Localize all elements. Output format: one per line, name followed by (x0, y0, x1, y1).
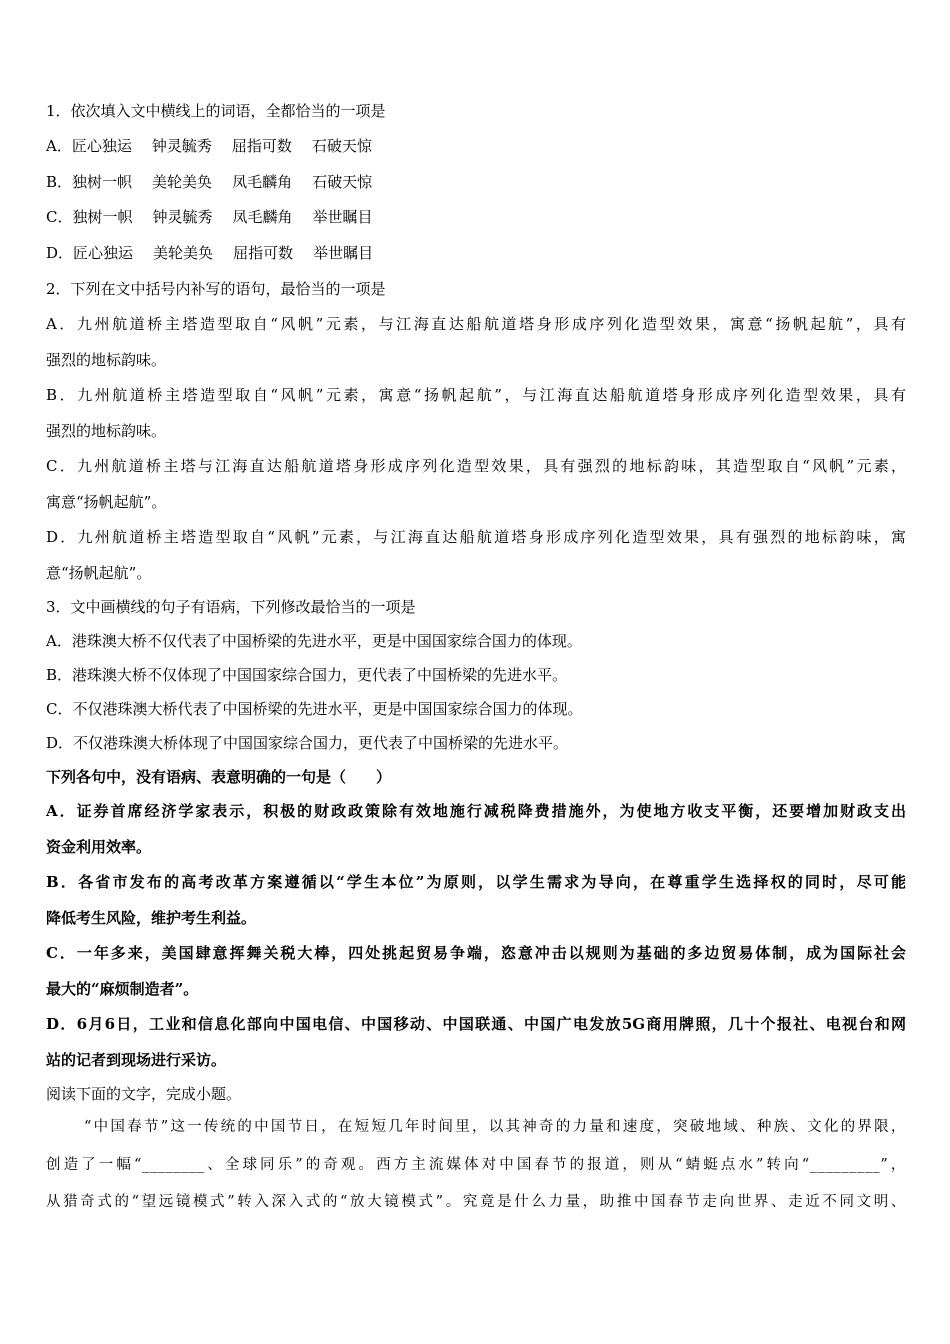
q2-option-d-line1[interactable]: D．九州航道桥主塔造型取自“风帆”元素，与江海直达船航道塔身形成序列化造型效果，具有强烈的地标韵味，寓 (46, 528, 906, 546)
q4-option-a-line1[interactable]: A．证券首席经济学家表示，积极的财政政策除有效地施行减税降费措施外，为使地方收支平衡，还要增加财政支出 (46, 802, 906, 820)
q3-option-d[interactable]: D．不仅港珠澳大桥体现了中国国家综合国力，更代表了中国桥梁的先进水平。 (46, 734, 569, 752)
q3-option-a[interactable]: A．港珠澳大桥不仅代表了中国桥梁的先进水平，更是中国国家综合国力的体现。 (46, 632, 582, 650)
q2-stem: 2．下列在文中括号内补写的语句，最恰当的一项是 (46, 280, 386, 298)
q1-stem: 1．依次填入文中横线上的词语，全都恰当的一项是 (46, 102, 386, 120)
q4-option-c-line1[interactable]: C．一年多来，美国肆意挥舞关税大棒，四处挑起贸易争端，恣意冲击以规则为基础的多边贸易体制，成为国际社会 (46, 944, 906, 962)
reading-instruction: 阅读下面的文字，完成小题。 (46, 1085, 242, 1103)
q1-option-b[interactable]: B．独树一帜 美轮美奂 凤毛麟角 石破天惊 (46, 173, 373, 191)
q4-option-c-line2[interactable]: 最大的“麻烦制造者”。 (46, 980, 199, 998)
q2-option-b-line1[interactable]: B．九州航道桥主塔造型取自“风帆”元素，寓意“扬帆起航”，与江海直达船航道塔身形成序列化造型效果，具有 (46, 386, 906, 404)
q2-option-d-line2[interactable]: 意“扬帆起航”。 (46, 564, 152, 582)
reading-paragraph-line2: 创造了一幅“________、全球同乐”的奇观。西方主流媒体对中国春节的报道，则从“蜻蜓点水”转向“_________”， (46, 1157, 906, 1173)
q2-option-a-line1[interactable]: A．九州航道桥主塔造型取自“风帆”元素，与江海直达船航道塔身形成序列化造型效果，寓意“扬帆起航”，具有 (46, 315, 906, 333)
reading-paragraph-line3: 从猎奇式的“望远镜模式”转入深入式的“放大镜模式”。究竟是什么力量，助推中国春节走向世界、走近不同文明、 (46, 1194, 906, 1210)
q3-option-c[interactable]: C．不仅港珠澳大桥代表了中国桥梁的先进水平，更是中国国家综合国力的体现。 (46, 700, 583, 718)
q4-option-b-line2[interactable]: 降低考生风险，维护考生利益。 (46, 909, 257, 927)
q3-option-b[interactable]: B．港珠澳大桥不仅体现了中国国家综合国力，更代表了中国桥梁的先进水平。 (46, 666, 568, 684)
q4-option-d-line2[interactable]: 站的记者到现场进行采访。 (46, 1051, 227, 1069)
q1-option-c[interactable]: C．独树一帜 钟灵毓秀 凤毛麟角 举世瞩目 (46, 208, 373, 226)
q1-option-d[interactable]: D．匠心独运 美轮美奂 屈指可数 举世瞩目 (46, 244, 374, 262)
q4-option-a-line2[interactable]: 资金利用效率。 (46, 838, 152, 856)
q4-stem: 下列各句中，没有语病、表意明确的一句是（ ） (46, 768, 392, 786)
reading-paragraph-line1: “中国春节”这一传统的中国节日，在短短几年时间里，以其神奇的力量和速度，突破地域、种族、文化的界限， (84, 1119, 906, 1135)
q3-stem: 3．文中画横线的句子有语病，下列修改最恰当的一项是 (46, 598, 416, 616)
q2-option-c-line1[interactable]: C．九州航道桥主塔与江海直达船航道塔身形成序列化造型效果，具有强烈的地标韵味，其造型取自“风帆”元素， (46, 457, 906, 475)
q2-option-b-line2[interactable]: 强烈的地标韵味。 (46, 422, 167, 440)
q4-option-b-line1[interactable]: B．各省市发布的高考改革方案遵循以“学生本位”为原则，以学生需求为导向，在尊重学生选择权的同时，尽可能 (46, 873, 906, 891)
q4-option-d-line1[interactable]: D．6月6日，工业和信息化部向中国电信、中国移动、中国联通、中国广电发放5G商用牌照，几十个报社、电视台和网 (46, 1015, 906, 1033)
q2-option-c-line2[interactable]: 寓意“扬帆起航”。 (46, 493, 167, 511)
q1-option-a[interactable]: A．匠心独运 钟灵毓秀 屈指可数 石破天惊 (46, 137, 372, 155)
q2-option-a-line2[interactable]: 强烈的地标韵味。 (46, 351, 167, 369)
